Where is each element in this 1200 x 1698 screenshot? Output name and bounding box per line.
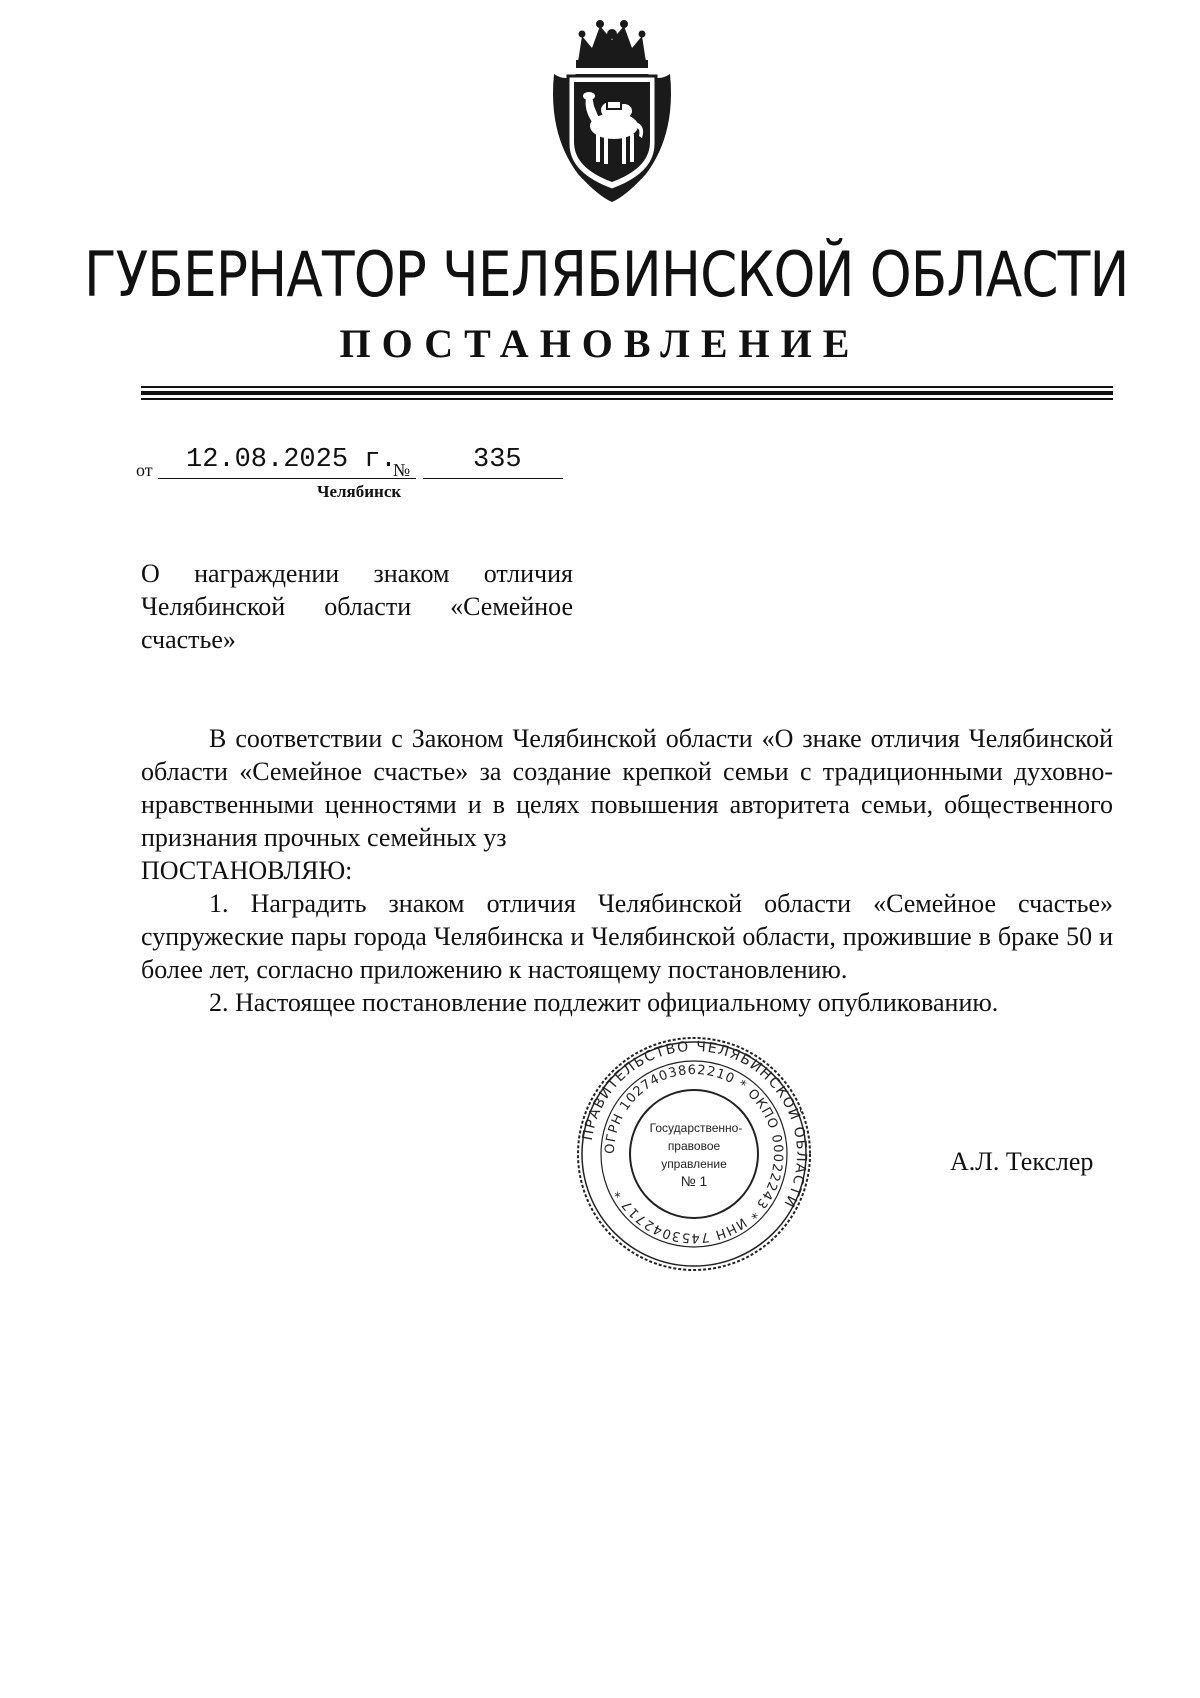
item-1-paragraph: 1. Наградить знаком отличия Челябинской области «Семейное счастье» супружеские пары города Челябинска и Челябинской области, прожившие в браке 50 и более лет, согласно приложению к настоящему постановлению. [141,889,1113,984]
resolve-heading: ПОСТАНОВЛЯЮ: [141,856,353,885]
document-body [141,722,1113,1019]
issue-city: Челябинск [317,482,402,501]
chelyabinsk-coat-of-arms-icon [548,14,676,204]
document-subject: О награждении знаком отличия Челябинской области «Семейное счастье» [141,559,573,654]
official-stamp [576,1036,812,1272]
number-label: № [393,460,411,480]
item-2-paragraph: 2. Настоящее постановление подлежит официальному опубликованию. [209,988,999,1017]
signatory-name: А.Л. Текслер [950,1147,1094,1176]
document-type: ПОСТАНОВЛЕНИЕ [339,321,861,366]
issuer-title: ГУБЕРНАТОР ЧЕЛЯБИНСКОЙ ОБЛАСТИ [84,238,1129,311]
date-underline [158,478,416,479]
header-rule [141,398,1113,400]
date-label: от [136,460,153,480]
header-rule [141,386,1113,388]
stamp-center-line: правовое [667,1139,721,1153]
number-underline [423,478,563,479]
preamble-paragraph: В соответствии с Законом Челябинской области «О знаке отличия Челябинской области «Семейное счастье» за создание крепкой семьи с традиционными духовно-нравственными ценностями и в целях повышения авторитета семьи, общественного признания прочных семейных уз [141,724,1113,852]
stamp-center-line: № 1 [680,1173,708,1189]
document-date: 12.08.2025 г. [186,445,397,475]
stamp-outer-text: ПРАВИТЕЛЬСТВО ЧЕЛЯБИНСКОЙ ОБЛАСТИ [579,1038,810,1211]
header-rule [141,391,1113,395]
stamp-center-line: Государственно- [649,1121,743,1135]
document-number: 335 [473,445,522,475]
stamp-center-line: управление [661,1157,727,1171]
stamp-ring-text: ОГРН 1027403862210 * ОКПО 00022243 * ИНН 7453042717 * [602,1062,786,1246]
